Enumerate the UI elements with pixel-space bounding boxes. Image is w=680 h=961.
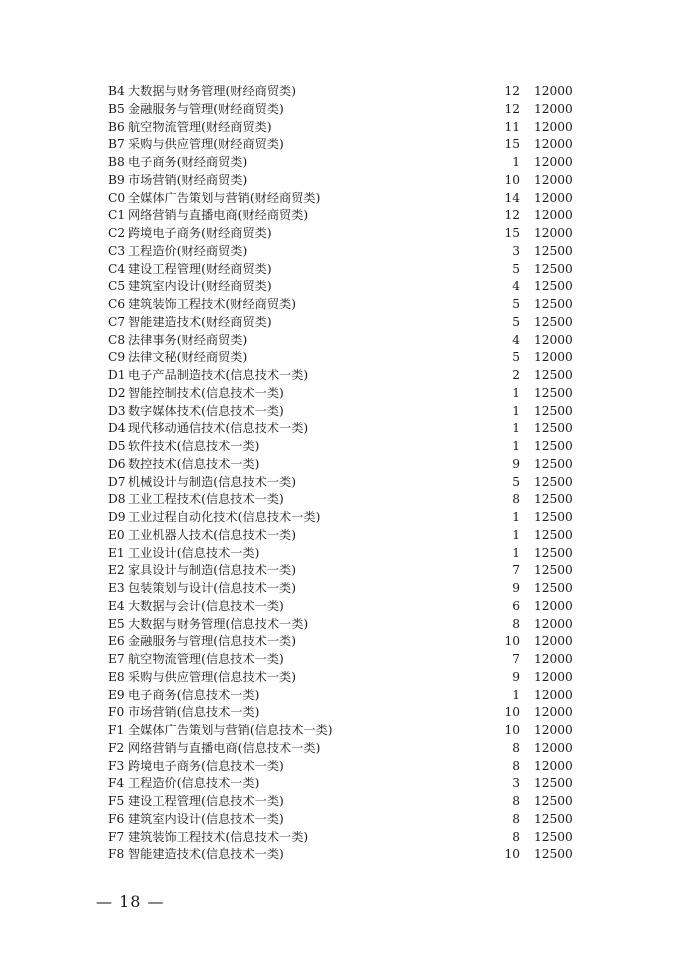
tuition-fee: 12000 xyxy=(534,669,573,684)
table-row xyxy=(0,314,680,332)
tuition-fee: 12000 xyxy=(534,332,573,347)
table-row xyxy=(0,491,680,509)
program-code: F7 xyxy=(108,829,125,844)
program-code: B5 xyxy=(108,101,125,116)
program-name: 现代移动通信技术(信息技术一类) xyxy=(128,421,309,436)
enrollment-count: 5 xyxy=(512,297,520,311)
tuition-fee: 12500 xyxy=(534,829,573,844)
tuition-fee: 12000 xyxy=(534,598,573,613)
tuition-fee: 12000 xyxy=(534,634,573,649)
tuition-fee: 12500 xyxy=(534,545,573,560)
program-name: 航空物流管理(信息技术一类) xyxy=(128,652,284,666)
enrollment-count: 8 xyxy=(512,811,520,826)
enrollment-count: 12 xyxy=(504,84,520,98)
program-name: 采购与供应管理(财经商贸类) xyxy=(128,137,284,152)
program-code: E6 xyxy=(108,634,125,649)
program-code: B6 xyxy=(108,119,125,134)
enrollment-count: 5 xyxy=(512,350,520,365)
tuition-fee: 12500 xyxy=(534,261,573,276)
program-code: D9 xyxy=(108,510,126,524)
page-number: — 18 — xyxy=(96,892,165,911)
enrollment-count: 14 xyxy=(504,190,520,205)
table-row xyxy=(0,758,680,776)
program-code: E2 xyxy=(108,563,125,578)
program-name: 建筑装饰工程技术(财经商贸类) xyxy=(128,297,296,311)
table-row xyxy=(0,775,680,793)
table-row xyxy=(0,190,680,208)
tuition-fee: 12500 xyxy=(534,527,573,542)
table-row xyxy=(0,704,680,722)
enrollment-count: 8 xyxy=(512,492,520,507)
program-name: 建筑室内设计(信息技术一类) xyxy=(128,811,284,826)
table-row xyxy=(0,846,680,864)
tuition-fee: 12000 xyxy=(534,172,573,187)
tuition-fee: 12500 xyxy=(534,279,573,294)
program-code: D1 xyxy=(108,368,126,382)
program-code: C4 xyxy=(108,261,126,276)
table-row xyxy=(0,438,680,456)
enrollment-count: 12 xyxy=(504,101,520,116)
table-row xyxy=(0,207,680,225)
program-code: F2 xyxy=(108,740,125,755)
tuition-fee: 12000 xyxy=(534,616,573,631)
program-code: F8 xyxy=(108,847,125,862)
enrollment-count: 15 xyxy=(504,226,520,240)
enrollment-count: 8 xyxy=(512,616,520,631)
program-name: 工程造价(财经商贸类) xyxy=(128,243,248,258)
program-name: 网络营销与直播电商(信息技术一类) xyxy=(128,740,321,755)
program-code: F5 xyxy=(108,794,125,808)
program-name: 建设工程管理(财经商贸类) xyxy=(128,261,272,276)
program-code: D3 xyxy=(108,403,126,418)
enrollment-count: 11 xyxy=(504,119,520,134)
program-code: E4 xyxy=(108,598,125,613)
table-row xyxy=(0,509,680,527)
program-name: 工业设计(信息技术一类) xyxy=(128,545,260,560)
table-row xyxy=(0,385,680,403)
table-row xyxy=(0,793,680,811)
tuition-fee: 12500 xyxy=(534,403,573,418)
program-name: 市场营销(财经商贸类) xyxy=(128,172,248,187)
program-name: 包装策划与设计(信息技术一类) xyxy=(128,581,296,595)
tuition-fee: 12500 xyxy=(534,385,573,400)
program-name: 工业工程技术(信息技术一类) xyxy=(128,492,284,507)
program-code: D4 xyxy=(108,421,126,436)
program-name: 智能建造技术(财经商贸类) xyxy=(128,314,272,329)
program-name: 采购与供应管理(信息技术一类) xyxy=(128,669,296,684)
program-name: 电子商务(财经商贸类) xyxy=(128,155,248,169)
table-row xyxy=(0,616,680,634)
program-name: 金融服务与管理(信息技术一类) xyxy=(128,634,296,649)
table-row xyxy=(0,580,680,598)
enrollment-count: 4 xyxy=(512,279,520,294)
enrollment-count: 8 xyxy=(512,758,520,773)
table-row xyxy=(0,332,680,350)
tuition-fee: 12000 xyxy=(534,652,573,666)
enrollment-count: 9 xyxy=(512,581,520,595)
tuition-fee: 12500 xyxy=(534,314,573,329)
tuition-fee: 12500 xyxy=(534,474,573,489)
tuition-fee: 12500 xyxy=(534,510,573,524)
table-row xyxy=(0,83,680,101)
program-name: 跨境电子商务(财经商贸类) xyxy=(128,226,272,240)
table-row xyxy=(0,687,680,705)
tuition-fee: 12000 xyxy=(534,101,573,116)
tuition-fee: 12000 xyxy=(534,350,573,365)
tuition-fee: 12500 xyxy=(534,563,573,578)
enrollment-count: 8 xyxy=(512,829,520,844)
enrollment-count: 7 xyxy=(512,563,520,578)
table-row xyxy=(0,669,680,687)
enrollment-count: 4 xyxy=(512,332,520,347)
table-row xyxy=(0,598,680,616)
enrollment-count: 10 xyxy=(504,634,520,649)
program-name: 全媒体广告策划与营销(信息技术一类) xyxy=(128,723,333,737)
tuition-fee: 12500 xyxy=(534,794,573,808)
program-code: C6 xyxy=(108,297,126,311)
enrollment-count: 8 xyxy=(512,740,520,755)
tuition-fee: 12500 xyxy=(534,297,573,311)
program-name: 数字媒体技术(信息技术一类) xyxy=(128,403,284,418)
program-code: C2 xyxy=(108,226,126,240)
table-row xyxy=(0,740,680,758)
tuition-fee: 12500 xyxy=(534,847,573,862)
program-name: 建设工程管理(信息技术一类) xyxy=(128,794,284,808)
program-name: 电子产品制造技术(信息技术一类) xyxy=(128,368,309,382)
table-row xyxy=(0,172,680,190)
program-code: E9 xyxy=(108,687,125,702)
tuition-fee: 12000 xyxy=(534,723,573,737)
program-name: 工业过程自动化技术(信息技术一类) xyxy=(128,510,321,524)
program-code: E5 xyxy=(108,616,125,631)
table-row xyxy=(0,651,680,669)
enrollment-count: 3 xyxy=(512,243,520,258)
table-row xyxy=(0,403,680,421)
table-row xyxy=(0,154,680,172)
program-code: F6 xyxy=(108,811,125,826)
program-code: D5 xyxy=(108,439,126,453)
program-code: E0 xyxy=(108,527,125,542)
tuition-fee: 12500 xyxy=(534,421,573,436)
tuition-fee: 12000 xyxy=(534,687,573,702)
tuition-fee: 12500 xyxy=(534,492,573,507)
table-row xyxy=(0,278,680,296)
program-code: C5 xyxy=(108,279,126,294)
table-row xyxy=(0,101,680,119)
table-row xyxy=(0,261,680,279)
program-name: 智能控制技术(信息技术一类) xyxy=(128,385,284,400)
table-row xyxy=(0,722,680,740)
enrollment-count: 5 xyxy=(512,314,520,329)
table-row xyxy=(0,633,680,651)
program-code: F3 xyxy=(108,758,125,773)
program-name: 市场营销(信息技术一类) xyxy=(128,705,260,720)
enrollment-count: 1 xyxy=(512,687,520,702)
program-name: 金融服务与管理(财经商贸类) xyxy=(128,101,284,116)
enrollment-count: 6 xyxy=(512,598,520,613)
enrollment-count: 1 xyxy=(512,155,520,169)
program-code: E7 xyxy=(108,652,125,666)
program-code: C7 xyxy=(108,314,126,329)
enrollment-count: 10 xyxy=(504,723,520,737)
program-code: D8 xyxy=(108,492,126,507)
program-name: 机械设计与制造(信息技术一类) xyxy=(128,474,296,489)
table-row xyxy=(0,474,680,492)
enrollment-count: 2 xyxy=(512,368,520,382)
table-row xyxy=(0,136,680,154)
enrollment-count: 7 xyxy=(512,652,520,666)
program-name: 智能建造技术(信息技术一类) xyxy=(128,847,284,862)
enrollment-count: 10 xyxy=(504,705,520,720)
program-code: C0 xyxy=(108,190,126,205)
enrollment-count: 10 xyxy=(504,172,520,187)
program-code: D6 xyxy=(108,456,126,471)
tuition-fee: 12500 xyxy=(534,456,573,471)
program-code: D7 xyxy=(108,474,126,489)
table-row xyxy=(0,527,680,545)
tuition-fee: 12000 xyxy=(534,226,573,240)
program-name: 全媒体广告策划与营销(财经商贸类) xyxy=(128,190,321,205)
tuition-fee: 12000 xyxy=(534,84,573,98)
table-row xyxy=(0,349,680,367)
table-row xyxy=(0,296,680,314)
tuition-fee: 12000 xyxy=(534,119,573,134)
enrollment-count: 1 xyxy=(512,403,520,418)
enrollment-count: 1 xyxy=(512,385,520,400)
enrollment-count: 1 xyxy=(512,545,520,560)
enrollment-count: 1 xyxy=(512,439,520,453)
table-row xyxy=(0,829,680,847)
tuition-fee: 12000 xyxy=(534,705,573,720)
tuition-fee: 12500 xyxy=(534,811,573,826)
program-name: 工业机器人技术(信息技术一类) xyxy=(128,527,296,542)
program-name: 大数据与财务管理(财经商贸类) xyxy=(128,84,296,98)
program-name: 法律文秘(财经商贸类) xyxy=(128,350,248,365)
tuition-fee: 12500 xyxy=(534,243,573,258)
program-name: 软件技术(信息技术一类) xyxy=(128,439,260,453)
program-name: 数控技术(信息技术一类) xyxy=(128,456,260,471)
program-code: E3 xyxy=(108,581,125,595)
enrollment-count: 1 xyxy=(512,527,520,542)
enrollment-count: 9 xyxy=(512,669,520,684)
enrollment-count: 5 xyxy=(512,261,520,276)
program-name: 网络营销与直播电商(财经商贸类) xyxy=(128,208,309,223)
tuition-fee: 12500 xyxy=(534,581,573,595)
table-row xyxy=(0,243,680,261)
program-code: F4 xyxy=(108,776,125,791)
tuition-fee: 12000 xyxy=(534,740,573,755)
program-code: B7 xyxy=(108,137,125,152)
table-row xyxy=(0,119,680,137)
program-code: C8 xyxy=(108,332,126,347)
program-code: C9 xyxy=(108,350,126,365)
program-code: E1 xyxy=(108,545,125,560)
program-name: 航空物流管理(财经商贸类) xyxy=(128,119,272,134)
enrollment-count: 15 xyxy=(504,137,520,152)
enrollment-count: 3 xyxy=(512,776,520,791)
tuition-fee: 12000 xyxy=(534,137,573,152)
table-row xyxy=(0,225,680,243)
tuition-fee: 12000 xyxy=(534,190,573,205)
tuition-fee: 12000 xyxy=(534,758,573,773)
enrollment-count: 1 xyxy=(512,510,520,524)
tuition-fee: 12500 xyxy=(534,368,573,382)
program-name: 工程造价(信息技术一类) xyxy=(128,776,260,791)
program-code: C1 xyxy=(108,208,126,223)
table-row xyxy=(0,562,680,580)
enrollment-count: 10 xyxy=(504,847,520,862)
program-code: F1 xyxy=(108,723,125,737)
enrollment-count: 9 xyxy=(512,456,520,471)
enrollment-count: 1 xyxy=(512,421,520,436)
program-code: D2 xyxy=(108,385,126,400)
enrollment-count: 8 xyxy=(512,794,520,808)
program-code: B9 xyxy=(108,172,125,187)
table-row xyxy=(0,456,680,474)
program-name: 大数据与会计(信息技术一类) xyxy=(128,598,284,613)
program-name: 家具设计与制造(信息技术一类) xyxy=(128,563,296,578)
program-code: C3 xyxy=(108,243,126,258)
tuition-fee: 12500 xyxy=(534,776,573,791)
table-row xyxy=(0,367,680,385)
program-code: B4 xyxy=(108,84,125,98)
enrollment-count: 12 xyxy=(504,208,520,223)
program-name: 跨境电子商务(信息技术一类) xyxy=(128,758,284,773)
program-name: 大数据与财务管理(信息技术一类) xyxy=(128,616,309,631)
tuition-fee: 12000 xyxy=(534,155,573,169)
program-name: 建筑室内设计(财经商贸类) xyxy=(128,279,272,294)
enrollment-count: 5 xyxy=(512,474,520,489)
program-code: E8 xyxy=(108,669,125,684)
tuition-fee: 12500 xyxy=(534,439,573,453)
table-row xyxy=(0,420,680,438)
program-name: 法律事务(财经商贸类) xyxy=(128,332,248,347)
program-code: F0 xyxy=(108,705,125,720)
program-code: B8 xyxy=(108,155,125,169)
table-row xyxy=(0,545,680,563)
table-row xyxy=(0,811,680,829)
tuition-fee: 12000 xyxy=(534,208,573,223)
program-name: 电子商务(信息技术一类) xyxy=(128,687,260,702)
program-name: 建筑装饰工程技术(信息技术一类) xyxy=(128,829,309,844)
